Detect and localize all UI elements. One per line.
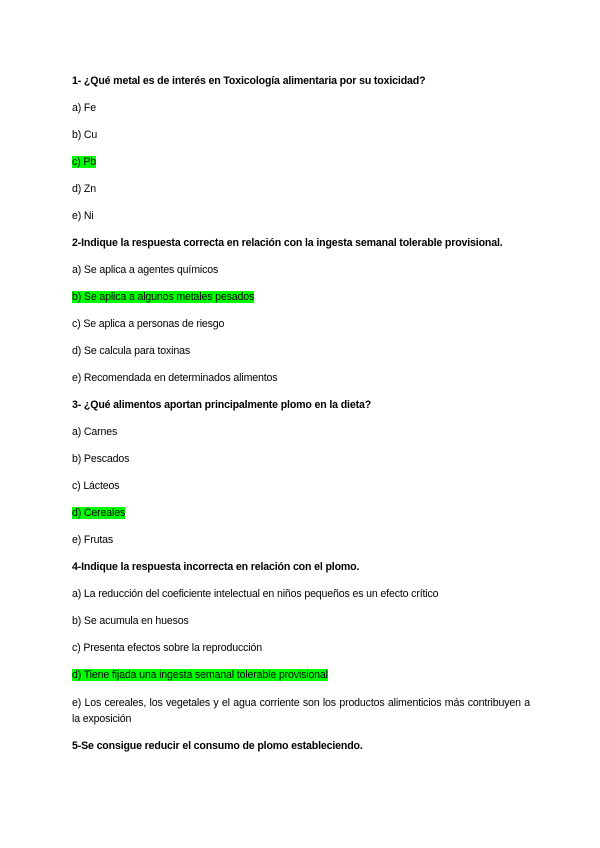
highlighted-answer: c) Pb: [72, 156, 96, 168]
question-2-title: 2-Indique la respuesta correcta en relación con la ingesta semanal tolerable provisional.: [72, 237, 503, 249]
q2-option-d: d) Se calcula para toxinas: [72, 345, 190, 357]
question-5-title: 5-Se consigue reducir el consumo de plomo estableciendo.: [72, 740, 363, 752]
highlighted-answer: d) Cereales: [72, 507, 126, 519]
q2-option-e: e) Recomendada en determinados alimentos: [72, 372, 278, 384]
question-4-title: 4-Indique la respuesta incorrecta en relación con el plomo.: [72, 561, 360, 573]
q4-option-c: c) Presenta efectos sobre la reproducción: [72, 642, 262, 654]
q3-option-e: e) Frutas: [72, 534, 114, 546]
highlighted-answer: d) Tiene fijada una ingesta semanal tolerable provisional: [72, 669, 328, 681]
q3-option-b: b) Pescados: [72, 453, 130, 465]
q4-option-b: b) Se acumula en huesos: [72, 615, 189, 627]
q4-option-e: e) Los cereales, los vegetales y el agua corriente son los productos alimenticios más contribuyen a la exposición: [72, 697, 530, 725]
question-1-title: 1- ¿Qué metal es de interés en Toxicología alimentaria por su toxicidad?: [72, 75, 426, 87]
q1-option-c-correct: [72, 155, 96, 169]
q4-option-d-correct: [72, 668, 328, 682]
q1-option-b: b) Cu: [72, 129, 98, 141]
q1-option-e: e) Ni: [72, 210, 94, 222]
q1-option-d: d) Zn: [72, 183, 96, 195]
q2-option-b-correct: [72, 290, 254, 304]
q2-option-a: a) Se aplica a agentes químicos: [72, 264, 219, 276]
q3-option-c: c) Lácteos: [72, 480, 120, 492]
q4-option-a: a) La reducción del coeficiente intelectual en niños pequeños es un efecto crítico: [72, 588, 439, 600]
q2-option-c: c) Se aplica a personas de riesgo: [72, 318, 225, 330]
q1-option-a: a) Fe: [72, 102, 96, 114]
q3-option-a: a) Carnes: [72, 426, 118, 438]
q3-option-d-correct: [72, 506, 125, 520]
question-3-title: 3- ¿Qué alimentos aportan principalmente plomo en la dieta?: [72, 399, 372, 411]
highlighted-answer: b) Se aplica a algunos metales pesados: [72, 291, 255, 303]
